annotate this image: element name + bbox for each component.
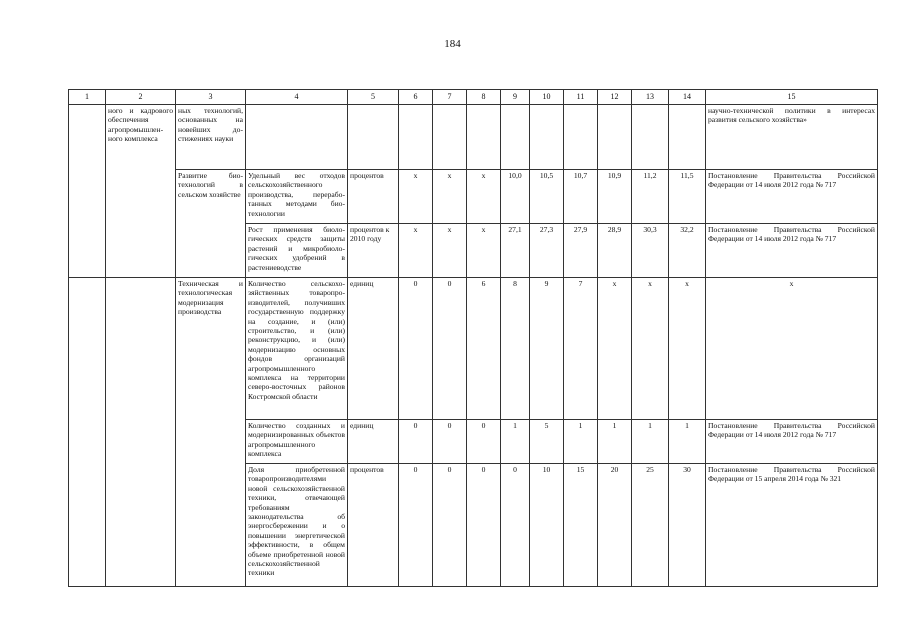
cell-value: 11,2 <box>632 170 669 224</box>
cell-unit: процентов <box>348 464 399 587</box>
header-cell: 7 <box>433 90 467 105</box>
cell-source: х <box>706 278 878 420</box>
header-cell: 9 <box>501 90 530 105</box>
cell-source: научно-технической политики в интересах развития сельского хозяйства» <box>706 105 878 170</box>
cell-value: 27,1 <box>501 224 530 278</box>
cell-value: 10,5 <box>530 170 564 224</box>
page-number: 184 <box>444 38 461 50</box>
cell-indicator: Рост применения биологических средств защиты растений и микробиологических удобрений в растениеводстве <box>246 224 348 278</box>
cell-value: 10,7 <box>564 170 598 224</box>
cell-value: 32,2 <box>669 224 706 278</box>
cell-value <box>530 105 564 170</box>
cell-value: 8 <box>501 278 530 420</box>
cell-unit: единиц <box>348 420 399 464</box>
cell-value <box>564 105 598 170</box>
cell-value: х <box>632 278 669 420</box>
cell-value: 1 <box>669 420 706 464</box>
cell-value: 20 <box>598 464 632 587</box>
cell-indicator: Количество созданных и модернизированных объектов агропромышленного комплекса <box>246 420 348 464</box>
cell-source: Постановление Правительства Российской Федерации от 15 апреля 2014 года № 321 <box>706 464 878 587</box>
cell-indicator: Доля приобретенной товаропроизводителями новой сельскохозяйственной техники, отвечающей требованиям законодательства об энергосбережении и о повышении энергетической эффективности, в общем объеме приобретенной новой сельскохозяйственной техники <box>246 464 348 587</box>
header-cell: 6 <box>399 90 433 105</box>
cell-goal <box>106 278 176 587</box>
cell-value: 1 <box>501 420 530 464</box>
cell-value: 30 <box>669 464 706 587</box>
indicators-table <box>68 89 878 587</box>
cell-value: 7 <box>564 278 598 420</box>
cell-value: 0 <box>399 278 433 420</box>
cell-value: 30,3 <box>632 224 669 278</box>
cell-source: Постановление Правительства Российской Федерации от 14 июля 2012 года № 717 <box>706 170 878 224</box>
cell-value <box>598 105 632 170</box>
header-cell: 3 <box>176 90 246 105</box>
header-cell: 5 <box>348 90 399 105</box>
header-row <box>69 90 878 105</box>
cell-value <box>399 105 433 170</box>
cell-col1 <box>69 105 106 278</box>
cell-indicator: Удельный вес отходов сельскохозяйственного производства, переработанных методами биотехнологии <box>246 170 348 224</box>
cell-value: х <box>433 170 467 224</box>
header-cell: 12 <box>598 90 632 105</box>
cell-value <box>632 105 669 170</box>
table-row <box>69 105 878 170</box>
cell-value: 0 <box>399 464 433 587</box>
cell-source: Постановление Правительства Российской Федерации от 14 июля 2012 года № 717 <box>706 224 878 278</box>
header-cell: 10 <box>530 90 564 105</box>
cell-value: х <box>598 278 632 420</box>
cell-col1 <box>69 278 106 587</box>
cell-task: Техническая и технологическая модернизация производства <box>176 278 246 587</box>
cell-value: х <box>669 278 706 420</box>
cell-unit <box>348 105 399 170</box>
cell-unit: единиц <box>348 278 399 420</box>
cell-value: 1 <box>564 420 598 464</box>
cell-value: 25 <box>632 464 669 587</box>
cell-value: 0 <box>399 420 433 464</box>
cell-value: 27,9 <box>564 224 598 278</box>
cell-value: 1 <box>632 420 669 464</box>
header-cell: 14 <box>669 90 706 105</box>
cell-value: 0 <box>467 420 501 464</box>
cell-value: 10 <box>530 464 564 587</box>
cell-value: 0 <box>433 420 467 464</box>
header-cell: 1 <box>69 90 106 105</box>
cell-value: 27,3 <box>530 224 564 278</box>
cell-value: х <box>467 170 501 224</box>
cell-value <box>669 105 706 170</box>
header-cell: 2 <box>106 90 176 105</box>
cell-value: 28,9 <box>598 224 632 278</box>
cell-value: х <box>433 224 467 278</box>
cell-value: 0 <box>501 464 530 587</box>
cell-value <box>433 105 467 170</box>
cell-value: 1 <box>598 420 632 464</box>
header-cell: 13 <box>632 90 669 105</box>
cell-unit: процентов к 2010 году <box>348 224 399 278</box>
header-cell: 4 <box>246 90 348 105</box>
cell-task: ных технологий, основанных на новейших достижениях науки <box>176 105 246 170</box>
header-cell: 8 <box>467 90 501 105</box>
cell-value: 11,5 <box>669 170 706 224</box>
cell-value <box>467 105 501 170</box>
cell-value: 6 <box>467 278 501 420</box>
cell-value: 0 <box>433 464 467 587</box>
cell-unit: процентов <box>348 170 399 224</box>
cell-goal: ного и кадрового обеспечения агропромышленного комплекса <box>106 105 176 278</box>
cell-value: 5 <box>530 420 564 464</box>
cell-task: Развитие биотехнологий в сельском хозяйстве <box>176 170 246 278</box>
cell-value: х <box>399 224 433 278</box>
cell-value: 9 <box>530 278 564 420</box>
header-cell: 15 <box>706 90 878 105</box>
cell-value: 0 <box>467 464 501 587</box>
cell-value: х <box>399 170 433 224</box>
table-row <box>69 170 878 224</box>
table-row <box>69 278 878 420</box>
cell-value <box>501 105 530 170</box>
cell-value: 15 <box>564 464 598 587</box>
header-cell: 11 <box>564 90 598 105</box>
cell-indicator: Количество сельскохозяйственных товаропроизводителей, получивших государственную поддержку на создание, и (или) строительство, и (или) реконструкцию, и (или) модернизацию основных фондов организаций агропромышленного комплекса на территории северо-восточных районов Костромской области <box>246 278 348 420</box>
cell-indicator <box>246 105 348 170</box>
cell-value: 10,9 <box>598 170 632 224</box>
cell-source: Постановление Правительства Российской Федерации от 14 июля 2012 года № 717 <box>706 420 878 464</box>
cell-value: х <box>467 224 501 278</box>
cell-value: 10,0 <box>501 170 530 224</box>
cell-value: 0 <box>433 278 467 420</box>
